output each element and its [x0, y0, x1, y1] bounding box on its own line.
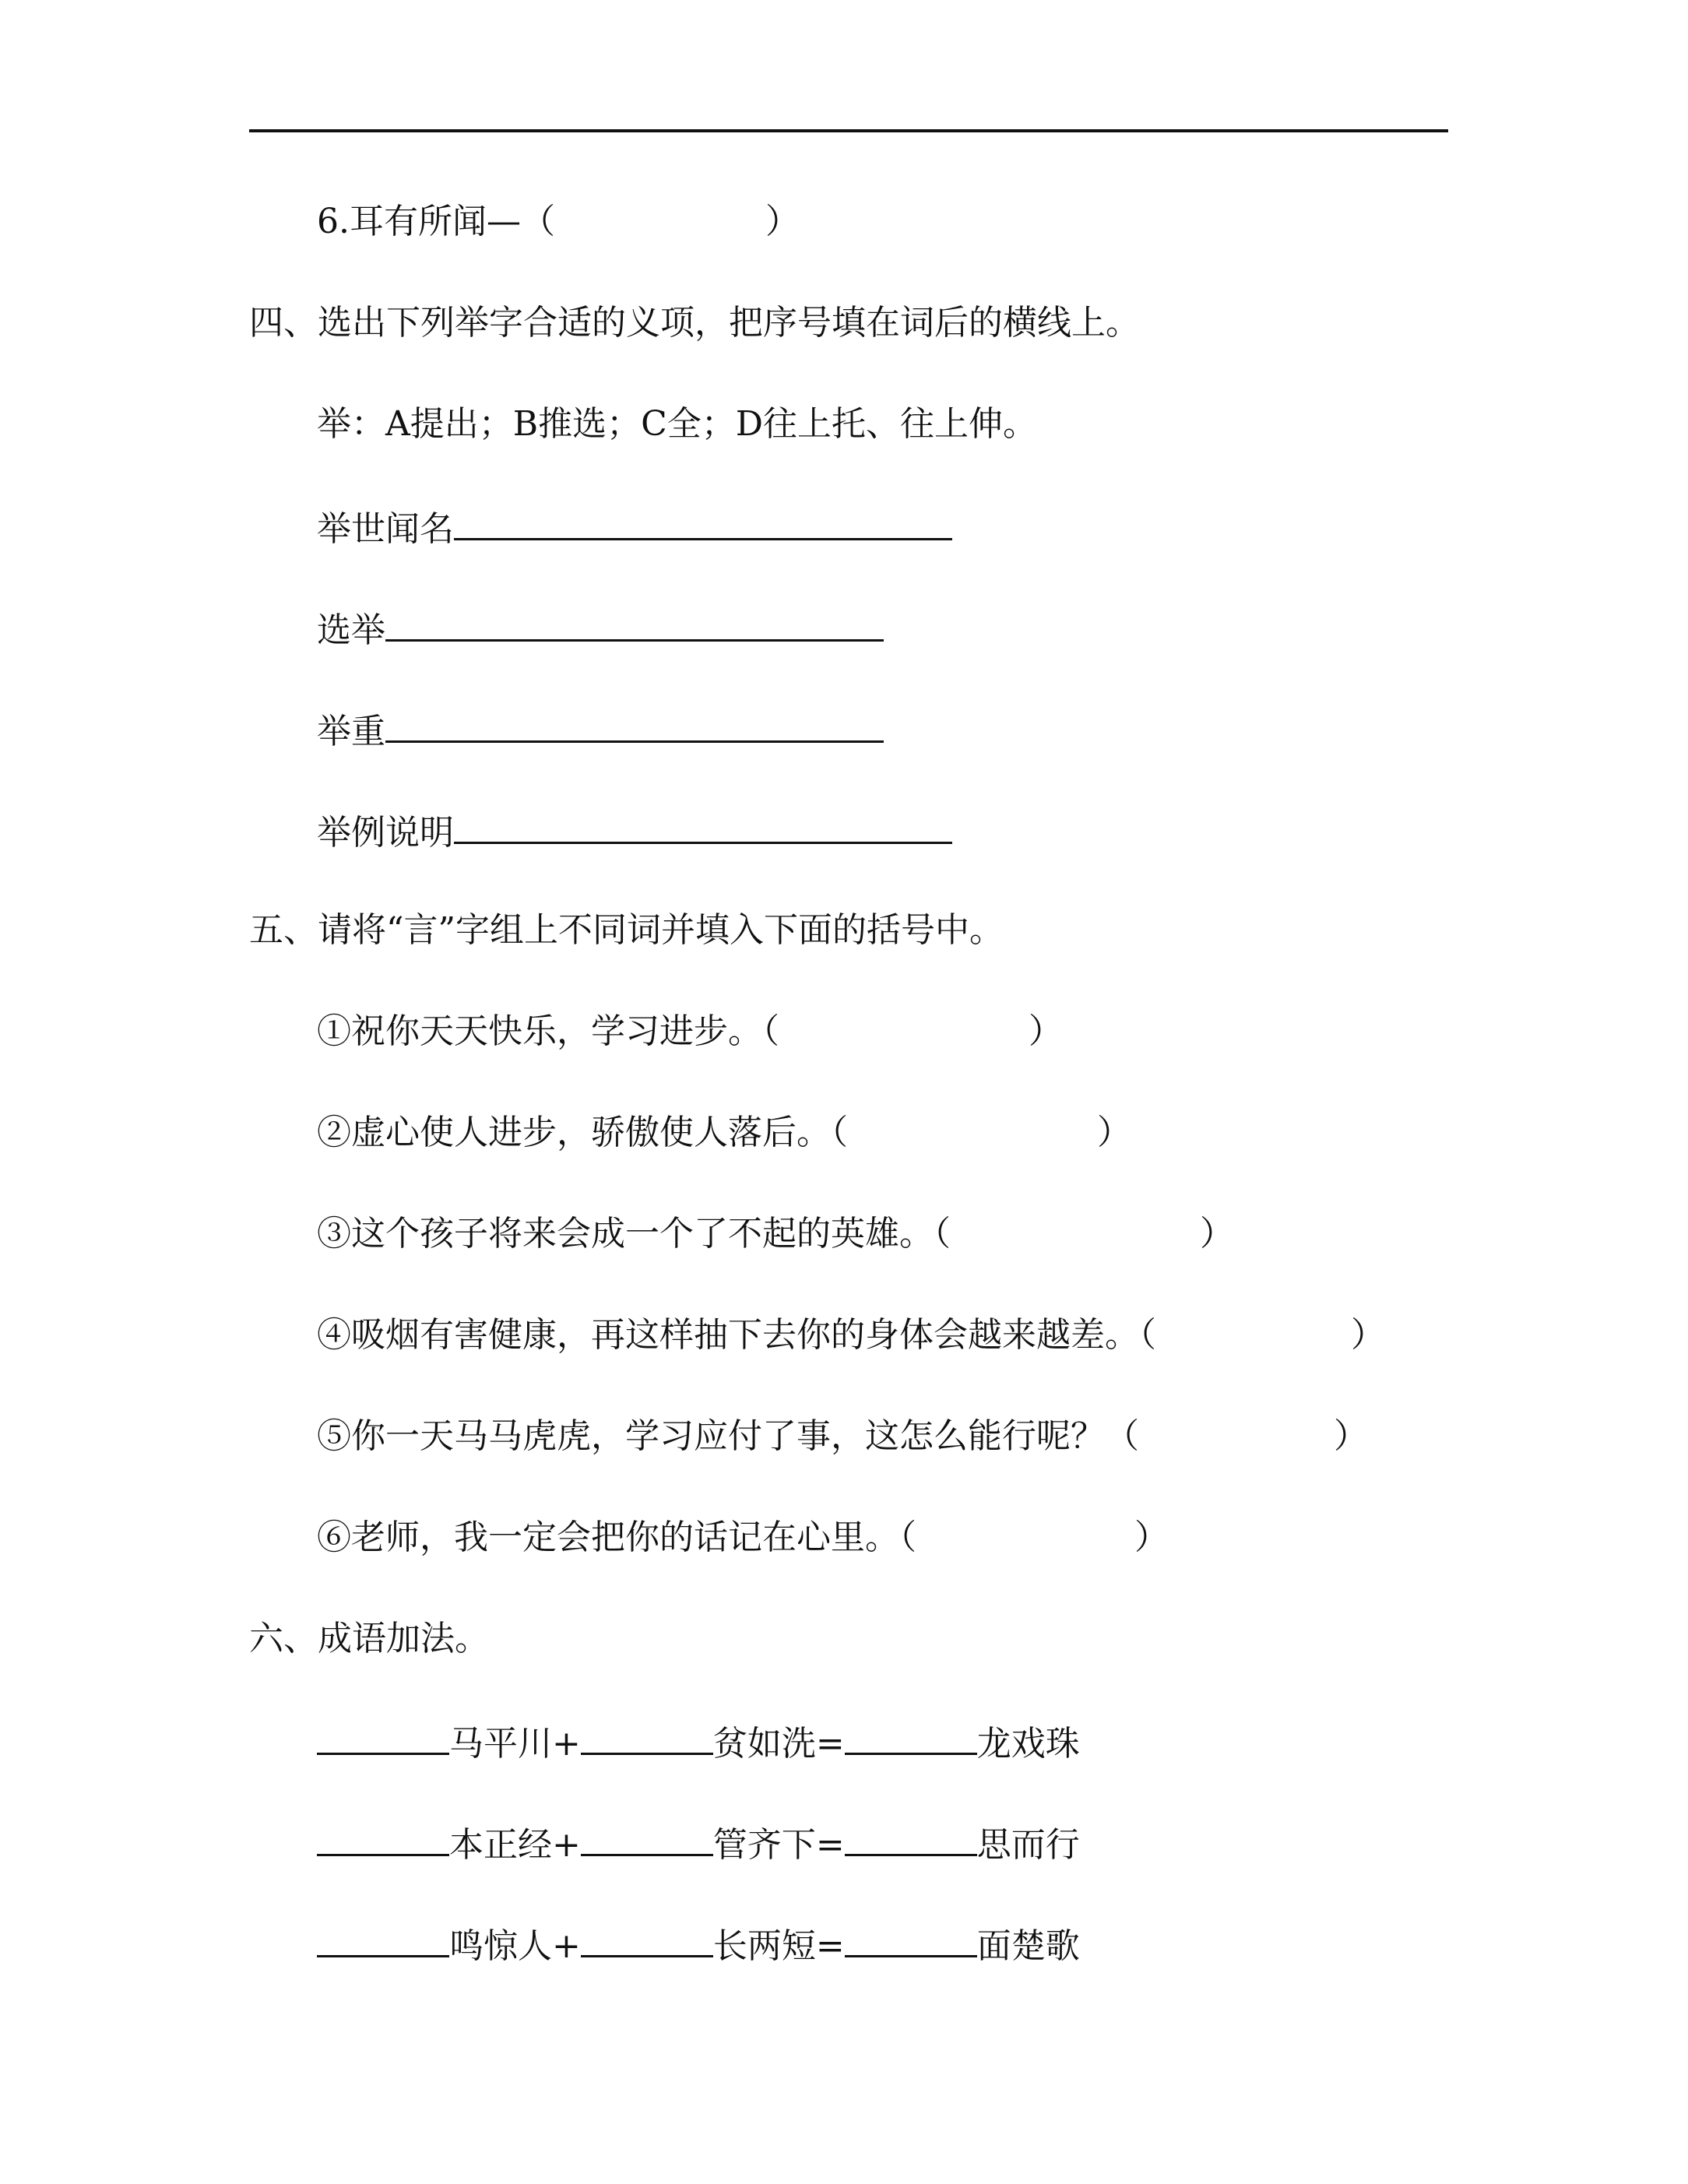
idiom-fragment: 鸣惊人+ [449, 1926, 581, 1966]
open-paren: （ [1105, 1416, 1139, 1456]
header-rule [249, 129, 1448, 132]
section-5-item [317, 1413, 1368, 1460]
idiom-item-6-text: 6.耳有所闻— [317, 202, 521, 241]
idiom-fragment: 马平川+ [449, 1724, 581, 1764]
section-5-item [317, 1312, 1385, 1359]
sentence: ④吸烟有害健康，再这样抽下去你的身体会越来越差。 [317, 1315, 1139, 1355]
idiom-fragment: 管齐下= [712, 1825, 845, 1865]
section-4-definition: 举：A提出；B推选；C全；D往上托、往上伸。 [317, 404, 1038, 444]
number-blank[interactable] [581, 1919, 713, 1957]
close-paren: ） [1134, 1518, 1169, 1557]
open-paren: （ [934, 1214, 951, 1254]
number-blank[interactable] [317, 1818, 449, 1856]
open-paren: （ [831, 1113, 848, 1152]
open-paren: （ [899, 1518, 916, 1557]
sentence: ⑤你一天马马虎虎，学习应付了事，这怎么能行呢？ [317, 1416, 1105, 1456]
section-4-item [317, 806, 952, 856]
word-label: 举例说明 [317, 813, 454, 853]
number-blank[interactable] [581, 1818, 713, 1856]
number-blank[interactable] [581, 1717, 713, 1755]
number-blank[interactable] [317, 1717, 449, 1755]
section-5-item [317, 1008, 1063, 1055]
close-paren: ） [1097, 1113, 1131, 1152]
number-blank[interactable] [317, 1919, 449, 1957]
section-5-item [317, 1110, 1131, 1156]
close-paren: ） [1351, 1315, 1385, 1355]
number-blank[interactable] [845, 1717, 977, 1755]
idiom-fragment: 龙戏珠 [976, 1724, 1080, 1764]
idiom-fragment: 思而行 [976, 1825, 1080, 1865]
open-paren: （ [520, 202, 555, 241]
sentence: ②虚心使人进步，骄傲使人落后。 [317, 1113, 831, 1152]
answer-line[interactable] [385, 603, 884, 642]
close-paren: ） [765, 202, 800, 241]
word-label: 举重 [317, 712, 385, 751]
idiom-item-6 [317, 199, 800, 245]
section-5-item [317, 1211, 1234, 1257]
idiom-addition-row [317, 1818, 1080, 1869]
section-4-item [317, 603, 884, 654]
section-4-heading: 四、选出下列举字合适的义项，把序号填在词后的横线上。 [249, 303, 1140, 343]
close-paren: ） [1029, 1011, 1063, 1051]
idiom-fragment: 面楚歌 [976, 1926, 1080, 1966]
answer-line[interactable] [385, 705, 884, 743]
answer-line[interactable] [454, 502, 952, 540]
sentence: ⑥老师，我一定会把你的话记在心里。 [317, 1518, 899, 1557]
sentence: ③这个孩子将来会成一个了不起的英雄。 [317, 1214, 934, 1254]
open-paren: （ [762, 1011, 779, 1051]
section-4-item [317, 705, 884, 755]
idiom-fragment: 贫如洗= [712, 1724, 845, 1764]
close-paren: ） [1334, 1416, 1368, 1456]
section-5-item [317, 1514, 1169, 1561]
section-4-item [317, 502, 952, 553]
answer-line[interactable] [454, 806, 952, 844]
idiom-fragment: 长两短= [712, 1926, 845, 1966]
close-paren: ） [1200, 1214, 1234, 1254]
idiom-addition-row [317, 1717, 1080, 1767]
open-paren: （ [1139, 1315, 1156, 1355]
word-label: 举世闻名 [317, 509, 454, 549]
idiom-addition-row [317, 1919, 1080, 1970]
idiom-fragment: 本正经+ [449, 1825, 581, 1865]
section-6-heading: 六、成语加法。 [249, 1619, 489, 1658]
number-blank[interactable] [845, 1919, 977, 1957]
number-blank[interactable] [845, 1818, 977, 1856]
section-5-heading: 五、请将“言”字组上不同词并填入下面的括号中。 [249, 910, 1004, 950]
sentence: ①祝你天天快乐，学习进步。 [317, 1011, 762, 1051]
word-label: 选举 [317, 610, 385, 650]
